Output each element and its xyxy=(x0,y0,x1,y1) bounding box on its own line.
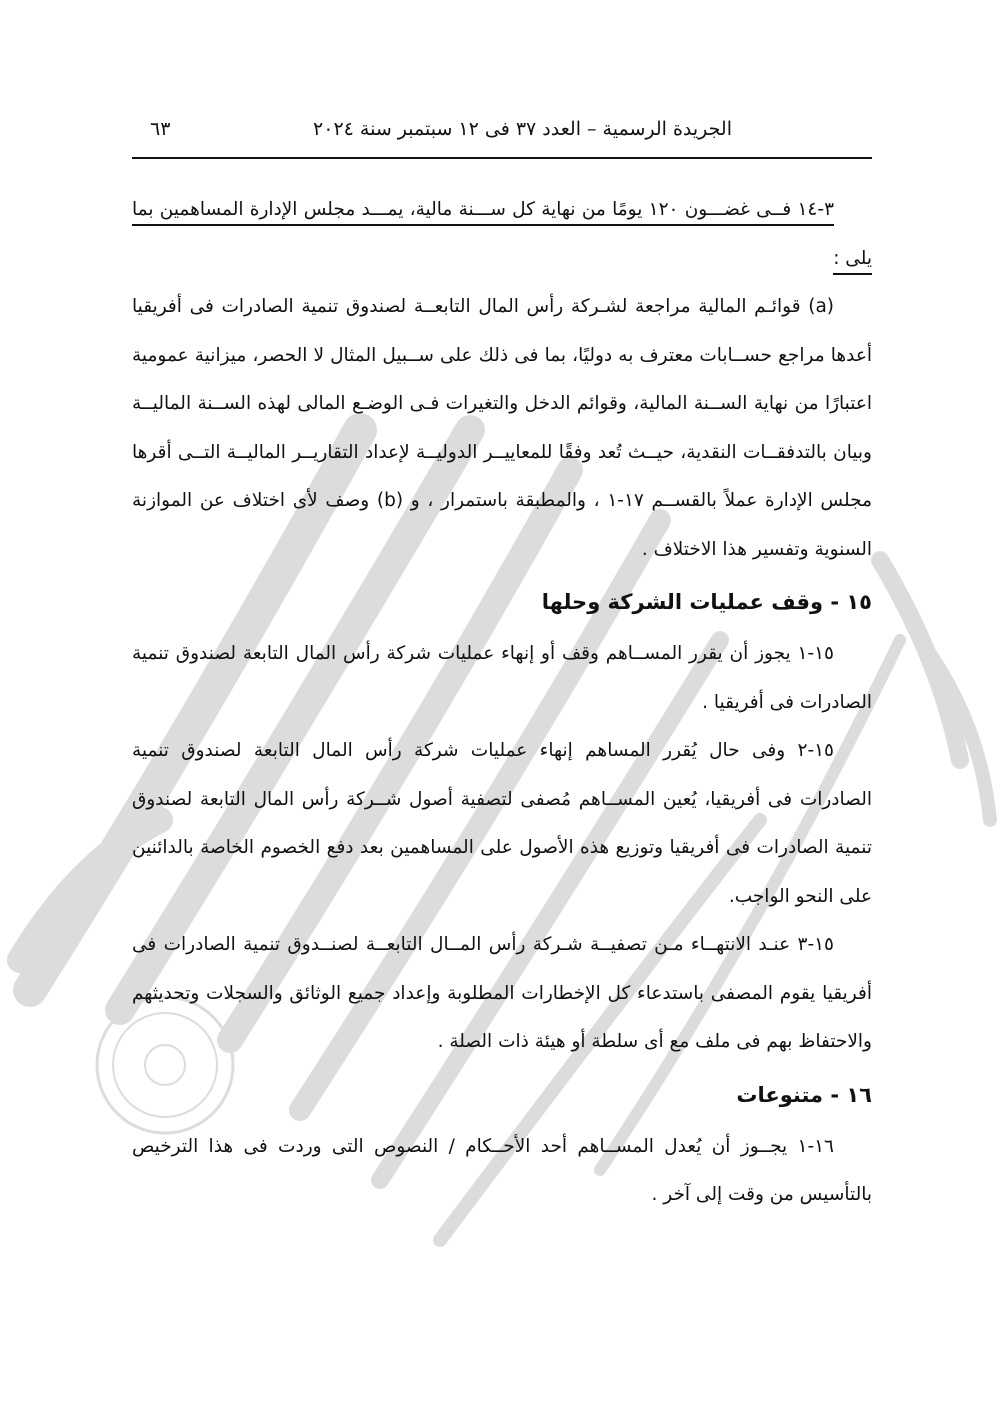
clause-14-3-text: ٣-١٤ فــى غضـــون ١٢٠ يومًا من نهاية كل ســـنة مالية، يمـــد مجلس الإدارة المساهمين بما يلى : xyxy=(132,199,872,275)
clause-15-3: ١٥-٣ عنـد الانتهــاء مـن تصفيــة شـركة رأس المــال التابعــة لصنــدوق تنمية الصادرات فى أفريقيا يقوم المصفى باستدعاء كل الإخطارات المطلوبة وإعداد جميع الوثائق والسجلات وتحديثهم والاحتفاظ بهم فى ملف مع أى سلطة أو هيئة ذات الصلة . xyxy=(132,934,872,1052)
section-heading-15: ١٥ - وقف عمليات الشركة وحلها xyxy=(541,590,872,614)
page-header xyxy=(132,118,872,148)
document-page xyxy=(132,0,872,1417)
section-heading-16: ١٦ - متنوعات xyxy=(736,1082,872,1107)
gazette-title: الجريدة الرسمية – العدد ٣٧ فى ١٢ سبتمبر سنة ٢٠٢٤ xyxy=(313,118,732,140)
clause-16-1: ١٦-١ يجــوز أن يُعدل المســاهم أحد الأحــكام / النصوص التى وردت فى هذا الترخيص بالتأسيس من وقت إلى آخر . xyxy=(132,1135,872,1205)
header-rule xyxy=(132,157,872,159)
clause-14-3 xyxy=(132,186,872,283)
clause-financial-statements: (a) قوائـم المالية مراجعة لشـركة رأس المال التابعــة لصندوق تنمية الصادرات فى أفريقيا أعدها مراجع حســابات معترف به دوليًا، بما فى ذلك على ســبيل المثال لا الحصر، ميزانية عمومية اعتبارًا من نهاية الســنة المالية، وقوائم الدخل والتغيرات فـى الوضـع المالى لهذه الســنة الماليــة وبيان بالتدفقــات النقدية، حيــث تُعد وفقًا للمعاييــر الدوليــة لإعداد التقاريــر الماليــة التــى أقرها مجلس الإدارة عملاً بالقســم ١٧-١ ، والمطبقة باستمرار ، و (b) وصف لأى اختلاف عن الموازنة السنوية وتفسير هذا الاختلاف . xyxy=(132,296,872,560)
page-number: ٦٣ xyxy=(150,118,171,140)
clause-15-1: ١٥-١ يجوز أن يقرر المســاهم وقف أو إنهاء عمليات شركة رأس المال التابعة لصندوق تنمية الصادرات فى أفريقيا . xyxy=(132,643,872,713)
document-body xyxy=(132,186,872,1220)
clause-15-2: ١٥-٢ وفى حال يُقرر المساهم إنهاء عمليات شركة رأس المال التابعة لصندوق تنمية الصادرات فى أفريقيا، يُعين المســاهم مُصفى لتصفية أصول شــركة رأس المال التابعة لصندوق تنمية الصادرات فى أفريقيا وتوزيع هذه الأصول على المساهمين بعد دفع الخصوم الخاصة بالدائنين على النحو الواجب. xyxy=(132,740,872,907)
